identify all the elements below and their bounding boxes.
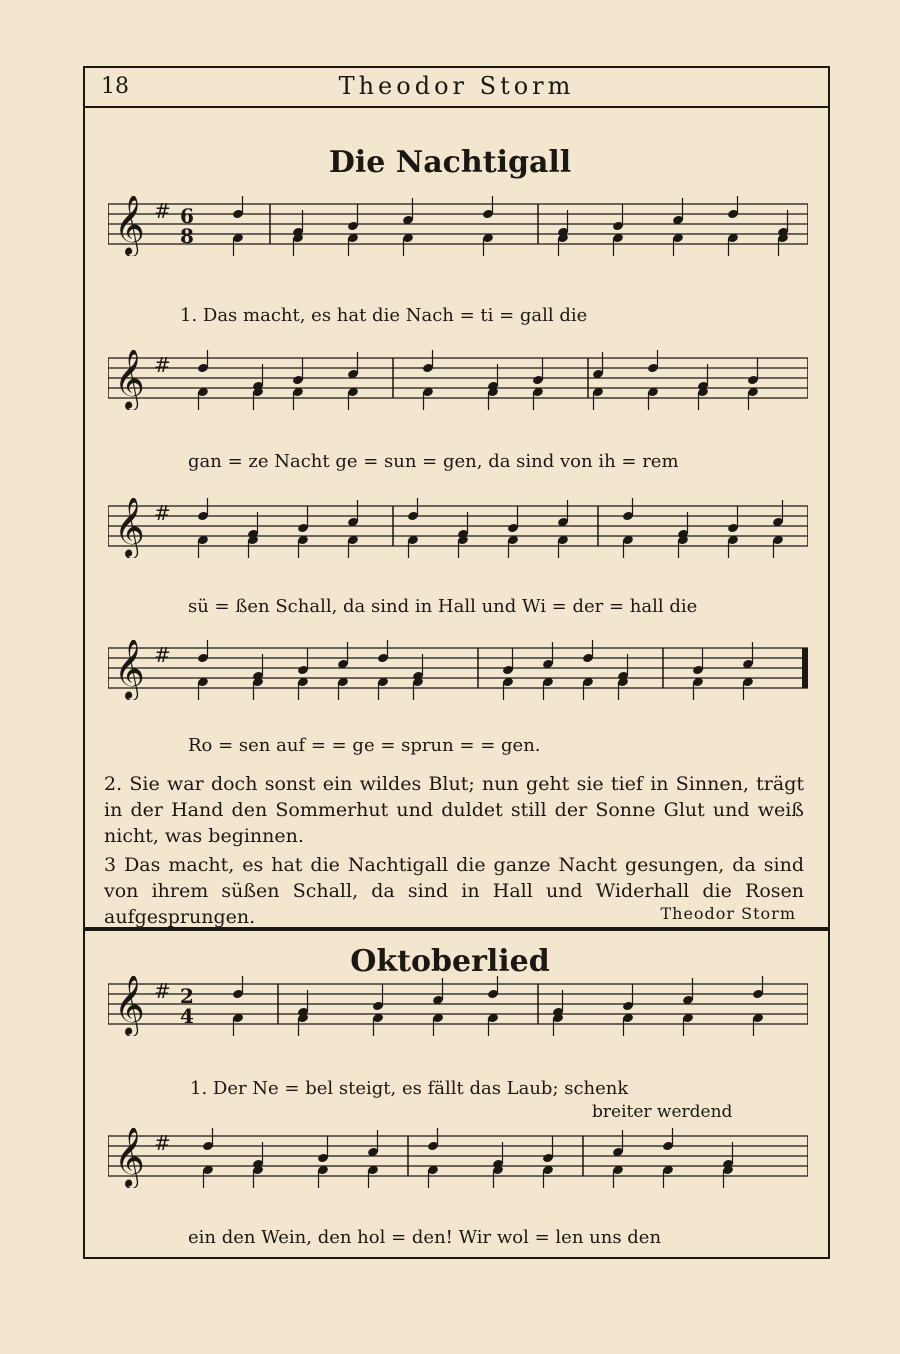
lyric-line: 1. Das macht, es hat die Nach = ti = gall die (180, 305, 588, 326)
page-number: 18 (101, 74, 129, 99)
page-header (83, 66, 830, 108)
music-staff (108, 498, 808, 558)
song-title-nachtigall: Die Nachtigall (328, 145, 572, 180)
svg-text:4: 4 (180, 1004, 194, 1028)
svg-text:6: 6 (180, 204, 194, 228)
music-staff (108, 976, 808, 1036)
svg-text:8: 8 (180, 224, 194, 248)
svg-text:#: # (154, 643, 171, 667)
svg-text:#: # (154, 501, 171, 525)
svg-text:#: # (154, 979, 171, 1003)
svg-text:#: # (154, 199, 171, 223)
section-divider (83, 927, 830, 931)
music-staff (108, 640, 808, 700)
music-staff (108, 196, 808, 256)
svg-text:𝄞: 𝄞 (114, 196, 145, 255)
author-credit: Theodor Storm (660, 904, 796, 923)
tempo-annotation: breiter werdend (592, 1102, 733, 1122)
lyric-line: sü = ßen Schall, da sind in Hall und Wi = der = hall die (188, 596, 698, 617)
music-staff (108, 1128, 808, 1188)
svg-text:𝄞: 𝄞 (114, 976, 145, 1035)
svg-text:𝄞: 𝄞 (114, 640, 145, 699)
svg-text:𝄞: 𝄞 (114, 1128, 145, 1187)
lyric-line: 1. Der Ne = bel steigt, es fällt das Laub; schenk (190, 1078, 629, 1099)
svg-text:𝄞: 𝄞 (114, 498, 145, 557)
lyric-line: Ro = sen auf = = ge = sprun = = gen. (188, 735, 541, 756)
running-head: Theodor Storm (338, 72, 575, 100)
verse-3: 3 Das macht, es hat die Nachtigall die ganze Nacht gesungen, da sind von ihrem süßen Schall, da sind in Hall und Widerhall die Rosen aufgesprungen. (104, 854, 804, 928)
svg-text:#: # (154, 353, 171, 377)
song-title-oktoberlied: Oktoberlied (350, 944, 550, 979)
svg-text:2: 2 (180, 984, 194, 1008)
music-staff (108, 350, 808, 410)
lyric-line: ein den Wein, den hol = den! Wir wol = len uns den (188, 1227, 662, 1248)
lyric-line: gan = ze Nacht ge = sun = gen, da sind von ih = rem (188, 451, 679, 472)
svg-text:#: # (154, 1131, 171, 1155)
verse-2: 2. Sie war doch sonst ein wildes Blut; nun geht sie tief in Sinnen, trägt in der Hand den Sommerhut und duldet still der Sonne Glut und weiß nicht, was beginnen. (104, 773, 804, 847)
svg-text:𝄞: 𝄞 (114, 350, 145, 409)
